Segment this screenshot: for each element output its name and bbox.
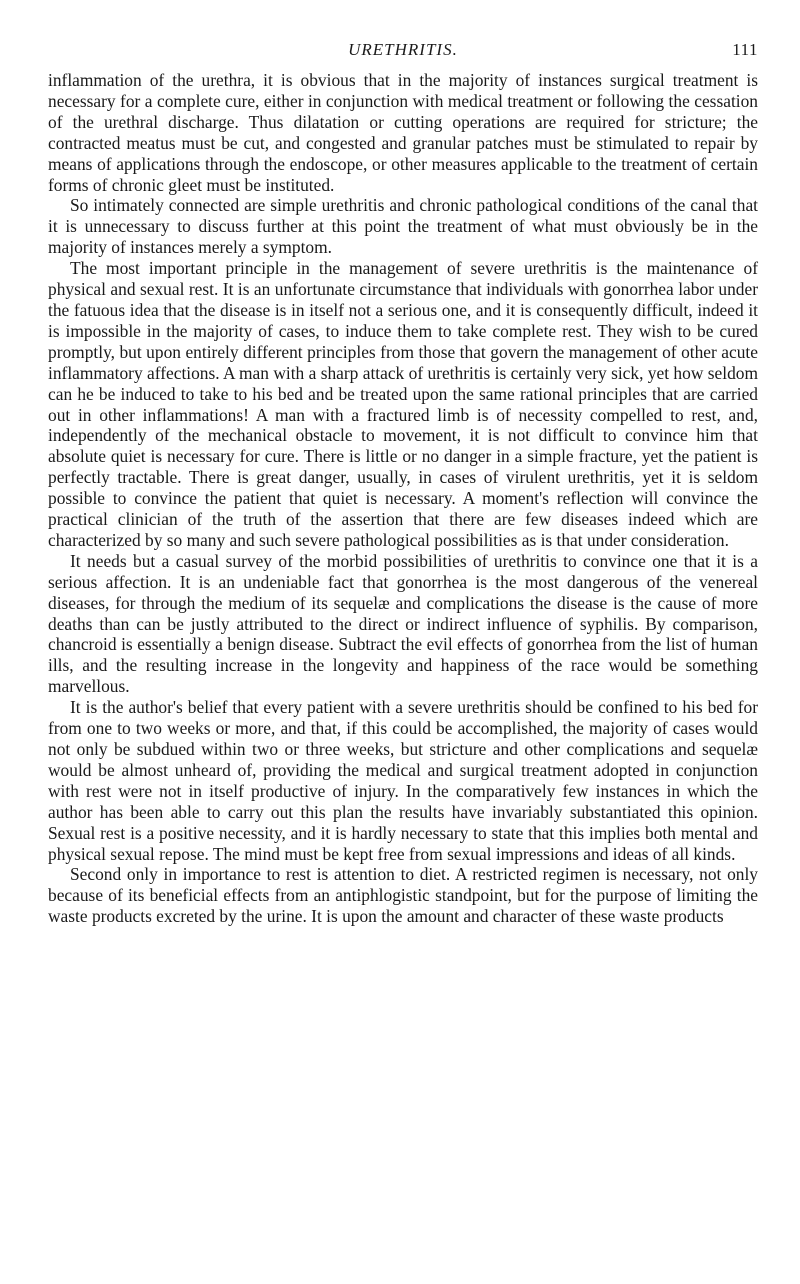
paragraph: So intimately connected are simple urethritis and chronic pathological conditions of the canal that it is unnecessary to discuss further at this point the treatment of what must obviously be in the majority of instances merely a symptom. — [48, 195, 758, 258]
paragraph: The most important principle in the management of severe urethritis is the maintenance of physical and sexual rest. It is an unfortunate circumstance that individuals with gonorrhea labor under the fatuous idea that the disease is in itself not a serious one, and it is consequently difficult, indeed it is impossible in the majority of cases, to induce them to take complete rest. They wish to be cured promptly, but upon entirely different principles from those that govern the management of other acute inflammatory affections. A man with a sharp attack of urethritis is certainly very sick, yet how seldom can he be induced to take to his bed and be treated upon the same rational principles that are carried out in other inflammations! A man with a fractured limb is of necessity compelled to rest, and, independently of the mechanical obstacle to movement, it is not difficult to convince him that absolute quiet is necessary for cure. There is little or no danger in a simple fracture, yet the patient is perfectly tractable. There is great danger, usually, in cases of virulent urethritis, yet it is seldom possible to convince the patient that quiet is necessary. A moment's reflection will convince the practical clinician of the truth of the assertion that there are few diseases indeed which are characterized by so many and such severe pathological possibilities as is that under consideration. — [48, 258, 758, 550]
page-number: 111 — [732, 40, 758, 59]
paragraph: It needs but a casual survey of the morbid possibilities of urethritis to convince one that it is a serious affection. It is an undeniable fact that gonorrhea is the most dangerous of the venereal diseases, for through the medium of its sequelæ and complications the disease is the cause of more deaths than can be justly attributed to the direct or indirect influence of syphilis. By comparison, chancroid is essentially a benign disease. Subtract the evil effects of gonorrhea from the list of human ills, and the resulting increase in the longevity and happiness of the race would be something marvellous. — [48, 550, 758, 697]
book-page — [48, 34, 758, 927]
running-head: URETHRITIS. — [348, 40, 458, 59]
body-text — [48, 70, 758, 927]
page-header — [48, 34, 758, 70]
paragraph: Second only in importance to rest is attention to diet. A restricted regimen is necessary, not only because of its beneficial effects from an antiphlogistic standpoint, but for the purpose of limiting the waste products excreted by the urine. It is upon the amount and character of these waste products — [48, 864, 758, 927]
paragraph: It is the author's belief that every patient with a severe urethritis should be confined to his bed for from one to two weeks or more, and that, if this could be accomplished, the majority of cases would not only be subdued within two or three weeks, but stricture and other complications and sequelæ would be almost unheard of, providing the medical and surgical treatment adopted in conjunction with rest were not in itself productive of injury. In the comparatively few instances in which the author has been able to carry out this plan the results have invariably substantiated this opinion. Sexual rest is a positive necessity, and it is hardly necessary to state that this implies both mental and physical sexual repose. The mind must be kept free from sexual impressions and ideas of all kinds. — [48, 697, 758, 864]
paragraph: inflammation of the urethra, it is obvious that in the majority of instances surgical treatment is necessary for a complete cure, either in conjunction with medical treatment or following the cessation of the urethral discharge. Thus dilatation or cutting operations are required for stricture; the contracted meatus must be cut, and congested and granular patches must be stimulated to repair by means of applications through the endoscope, or other measures applicable to the treatment of certain forms of chronic gleet must be instituted. — [48, 70, 758, 195]
